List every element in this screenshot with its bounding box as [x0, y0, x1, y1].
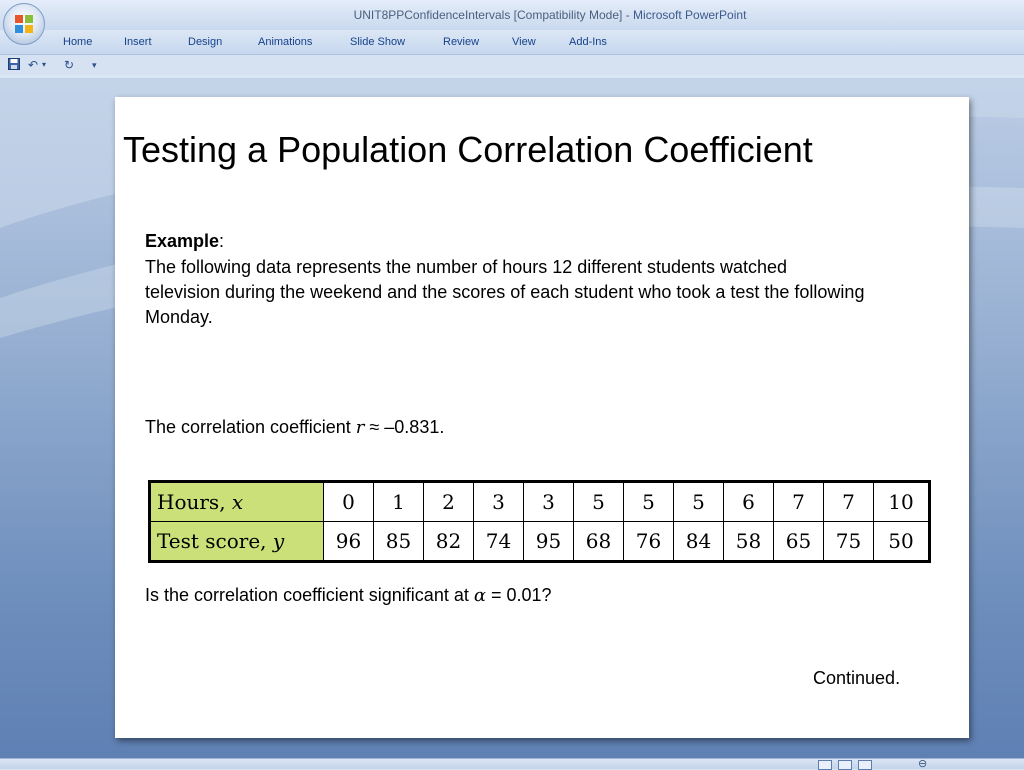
table-cell: 68 — [574, 522, 624, 562]
office-button[interactable] — [3, 3, 45, 45]
tab-add-ins[interactable]: Add-Ins — [569, 36, 607, 48]
redo-icon[interactable]: ↻ — [64, 58, 75, 72]
table-row-scores — [150, 522, 930, 562]
table-cell: 74 — [474, 522, 524, 562]
row-header-scores-var: y — [272, 529, 285, 553]
table-cell: 75 — [824, 522, 874, 562]
tab-animations[interactable]: Animations — [258, 36, 313, 48]
row-header-hours — [150, 482, 324, 522]
row-header-hours-var: x — [231, 490, 244, 514]
undo-dropdown-icon[interactable]: ▾ — [42, 60, 47, 69]
table-cell: 85 — [374, 522, 424, 562]
correlation-prefix: The correlation coefficient — [145, 417, 356, 437]
table-cell: 1 — [374, 482, 424, 522]
example-description[interactable]: The following data represents the number of hours 12 different students watched television during the weekend and the scores of each student who took a test the following Monday. — [145, 257, 865, 327]
tab-view[interactable]: View — [512, 36, 536, 48]
tab-home[interactable]: Home — [63, 36, 93, 48]
tab-slide-show[interactable]: Slide Show — [350, 36, 406, 48]
table-cell: 7 — [774, 482, 824, 522]
correlation-statement[interactable] — [145, 415, 444, 440]
table-cell: 84 — [674, 522, 724, 562]
row-header-scores-text: Test score, — [157, 529, 273, 553]
correlation-value: –0.831. — [384, 417, 445, 437]
question-text[interactable] — [145, 583, 552, 608]
tab-review[interactable]: Review — [443, 36, 480, 48]
slide-title[interactable]: Testing a Population Correlation Coefficient — [123, 129, 813, 170]
status-bar — [0, 758, 1024, 769]
example-label[interactable] — [145, 229, 224, 254]
table-cell: 6 — [724, 482, 774, 522]
continued-text[interactable]: Continued. — [813, 668, 901, 688]
question-prefix: Is the correlation coefficient significant at — [145, 585, 474, 605]
table-cell: 65 — [774, 522, 824, 562]
save-icon[interactable] — [8, 58, 20, 73]
office-logo-icon — [15, 15, 33, 33]
table-cell: 0 — [324, 482, 374, 522]
table-cell: 2 — [424, 482, 474, 522]
alpha-symbol: α — [473, 585, 486, 606]
table-cell: 82 — [424, 522, 474, 562]
table-cell: 5 — [574, 482, 624, 522]
table-cell: 50 — [874, 522, 930, 562]
slide-show-view-icon[interactable] — [858, 760, 872, 770]
example-label-colon: : — [219, 231, 225, 251]
example-label-bold: Example — [145, 231, 220, 251]
row-header-hours-text: Hours, — [157, 490, 232, 514]
table-cell: 5 — [624, 482, 674, 522]
title-bar — [0, 0, 1024, 30]
table-cell: 3 — [524, 482, 574, 522]
row-header-scores — [150, 522, 324, 562]
window-title-separator: - — [622, 8, 634, 22]
correlation-r-symbol: r — [355, 417, 365, 438]
normal-view-icon[interactable] — [818, 760, 832, 770]
table-cell: 95 — [524, 522, 574, 562]
undo-icon[interactable]: ↶ — [28, 58, 39, 72]
table-cell: 3 — [474, 482, 524, 522]
slide-sorter-view-icon[interactable] — [838, 760, 852, 770]
data-table[interactable] — [148, 480, 931, 563]
window-title-app: Microsoft PowerPoint — [633, 8, 747, 22]
table-cell: 76 — [624, 522, 674, 562]
zoom-out-icon[interactable]: ⊖ — [918, 758, 928, 770]
table-row-hours — [150, 482, 930, 522]
table-cell: 5 — [674, 482, 724, 522]
slide[interactable] — [115, 97, 969, 738]
table-cell: 7 — [824, 482, 874, 522]
tab-insert[interactable]: Insert — [124, 36, 152, 48]
table-cell: 10 — [874, 482, 930, 522]
window-title-file: UNIT8PPConfidenceIntervals [Compatibility Mode] — [353, 8, 623, 22]
ribbon-tabs — [0, 30, 1024, 55]
tab-design[interactable]: Design — [188, 36, 223, 48]
customize-icon[interactable]: ▾ — [92, 60, 97, 70]
quick-access-toolbar — [0, 55, 1024, 75]
table-cell: 58 — [724, 522, 774, 562]
table-cell: 96 — [324, 522, 374, 562]
question-suffix: = 0.01? — [486, 585, 552, 605]
window-title — [0, 8, 1024, 22]
approx-symbol: ≈ — [364, 417, 385, 437]
